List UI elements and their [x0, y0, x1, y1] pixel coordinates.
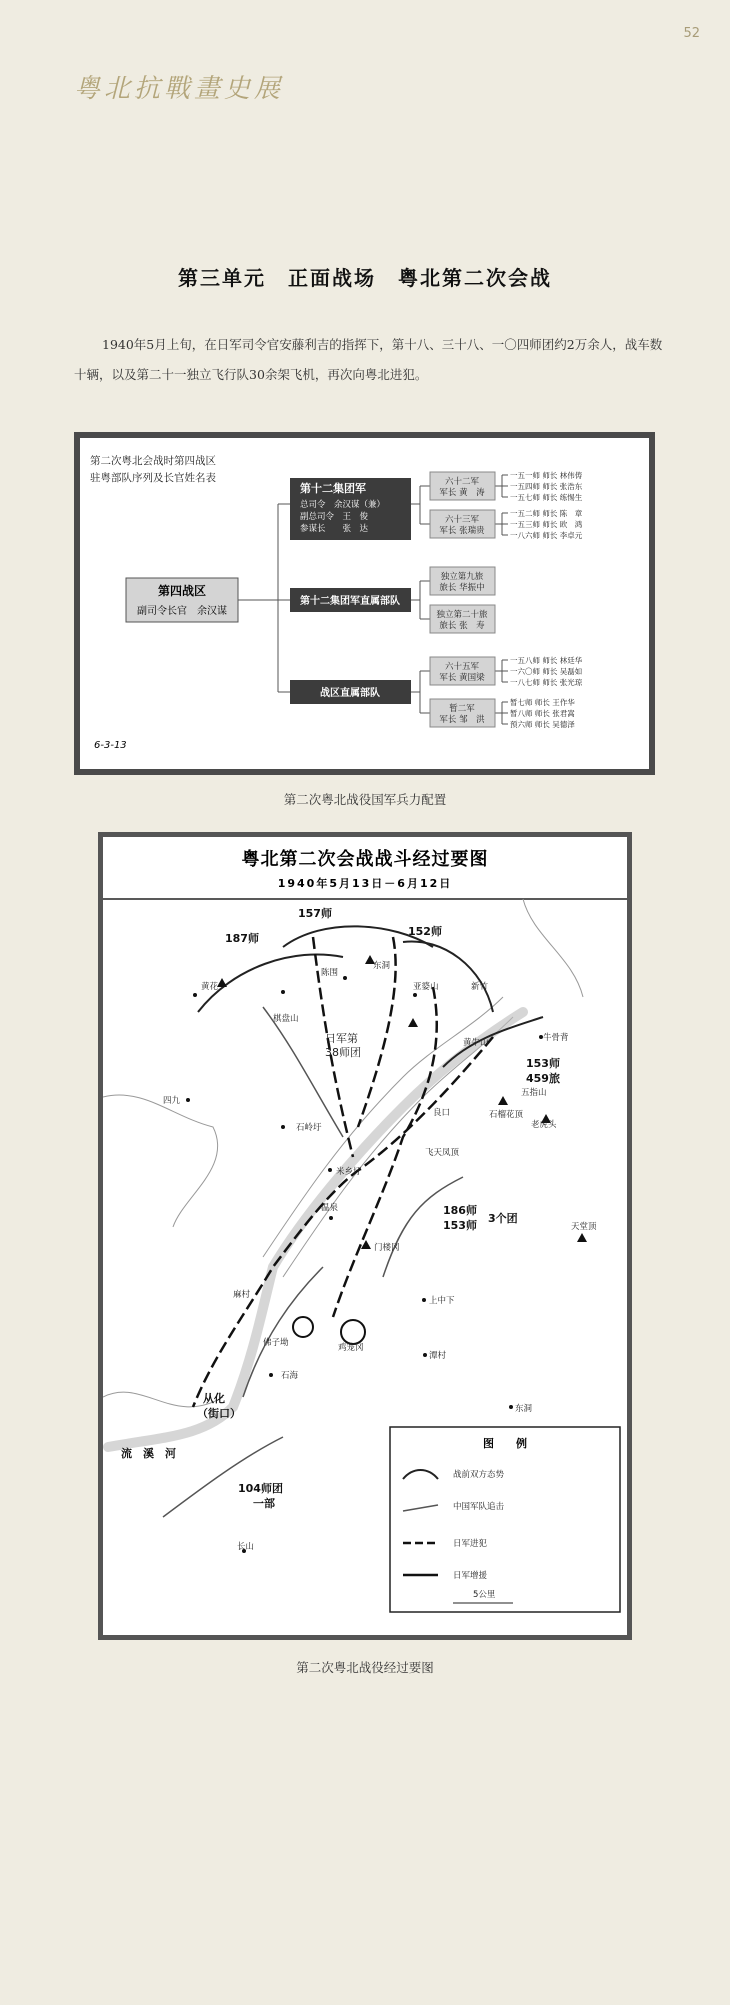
d65-1: 一五八师 师长 林廷华	[510, 656, 583, 665]
legend-item1: 战前双方态势	[453, 1470, 505, 1480]
g1-line3: 参谋长 张 达	[300, 524, 369, 534]
c65-b: 军长 黄国梁	[439, 673, 485, 683]
unit-186: 186师	[443, 1204, 477, 1217]
place-conghua-b: （街口）	[197, 1407, 241, 1420]
d62-3: 一五七师 师长 练惕生	[510, 493, 583, 502]
org-chart-svg	[80, 438, 649, 769]
unit-104: 104师团	[238, 1482, 283, 1495]
c62-a: 六十二军	[444, 477, 480, 487]
map-date: 1940年5月13日－6月12日	[277, 877, 453, 890]
org-heading-1: 第二次粤北会战时第四战区	[90, 455, 216, 467]
place-silingding: 石榴花顶	[489, 1110, 524, 1120]
org-chart-figure	[74, 432, 655, 775]
d65-3: 一八七师 师长 张光琼	[510, 678, 583, 687]
unit-3teams: 3个团	[488, 1212, 518, 1225]
unit-152: 152师	[408, 925, 442, 938]
b20-b: 旅长 张 寿	[439, 621, 485, 631]
place-dongdong: 东洞	[373, 961, 391, 971]
g1-title: 第十二集团军	[300, 482, 366, 495]
b20-a: 独立第二十旅	[436, 610, 488, 620]
place-changshan: 长山	[237, 1542, 255, 1552]
place-mixiang: 米乡圩	[336, 1167, 362, 1177]
b9-a: 独立第九旅	[440, 572, 484, 582]
place-qipanshan: 棋盘山	[273, 1014, 299, 1024]
place-sijiu: 四九	[163, 1096, 181, 1106]
place-wuzhishan: 五指山	[521, 1088, 547, 1098]
legend-item2: 中国军队追击	[453, 1502, 505, 1512]
map-legend	[390, 1427, 620, 1612]
unit-157: 157师	[298, 907, 332, 920]
c63-b: 军长 张瑞贵	[439, 526, 485, 536]
battle-map-svg	[103, 837, 627, 1635]
intro-paragraph: 1940年5月上旬，在日军司令官安藤利吉的指挥下，第十八、三十八、一〇四师团约2万余人，战车数十辆，以及第二十一独立飞行队30余架飞机，再次向粤北进犯。	[74, 337, 663, 382]
c65-a: 六十五军	[444, 662, 480, 672]
place-huanghua: 黄花	[201, 982, 219, 992]
cn-pursuit-1	[263, 1007, 343, 1137]
d65-2: 一六〇师 师长 吴磊如	[510, 667, 583, 676]
legend-item4: 日军增援	[453, 1571, 488, 1581]
legend-item3: 日军进犯	[453, 1539, 488, 1549]
map-title: 粤北第二次会战战斗经过要图	[241, 849, 489, 870]
d63-2: 一五三师 师长 欧 鸿	[510, 520, 583, 529]
g3-title: 战区直属部队	[320, 688, 380, 699]
c62-b: 军长 黄 涛	[439, 488, 485, 498]
exhibition-header: 粤北抗戰畫史展	[74, 74, 285, 104]
page-number: 52	[683, 26, 700, 41]
d62-2: 一五四师 师长 张浩东	[510, 482, 583, 491]
place-dongdong2: 东洞	[515, 1404, 533, 1414]
place-feitian: 飞天凤顶	[425, 1148, 460, 1158]
place-jilonggang: 鸡笼冈	[338, 1343, 364, 1353]
front-arc-152	[403, 941, 493, 1012]
place-lingcun: 潭村	[429, 1351, 447, 1361]
unit-104b: 一部	[253, 1497, 275, 1510]
unit-187: 187师	[225, 932, 259, 945]
battle-map-figure	[98, 832, 632, 1640]
place-shihai: 石海	[281, 1371, 299, 1381]
g1-line2: 副总司令 王 俊	[300, 512, 369, 522]
dz2-3: 预六师 师长 吴德泽	[510, 720, 575, 729]
caption-battle-map: 第二次粤北战役经过要图	[296, 1660, 434, 1675]
unit-jp38: 日军第	[325, 1032, 358, 1045]
place-shiling: 石岭圩	[296, 1123, 322, 1133]
cz2-b: 军长 邹 洪	[439, 715, 485, 725]
dz2-1: 暂七师 师长 王作华	[510, 698, 575, 707]
org-heading-2: 驻粤部队序列及长官姓名表	[90, 472, 216, 484]
place-huangniushan: 黄牛山	[463, 1038, 489, 1048]
place-fozizao: 佛子坳	[263, 1338, 289, 1348]
river-liuxi: 流 溪 河	[121, 1447, 176, 1460]
c63-a: 六十三军	[444, 515, 480, 525]
root-sub: 副司令长官 余汉谋	[137, 606, 227, 617]
place-liangkou: 良口	[433, 1108, 451, 1118]
dz2-2: 暂八师 师长 张君嵩	[510, 709, 575, 718]
unit-153: 153师	[526, 1057, 560, 1070]
b9-b: 旅长 华振中	[439, 583, 485, 593]
d62-1: 一五一师 师长 林伟俦	[510, 471, 583, 480]
place-conghua: 从化	[203, 1392, 225, 1405]
root-title: 第四战区	[157, 584, 207, 598]
g2-title: 第十二集团军直属部队	[300, 596, 400, 607]
unit-459: 459旅	[526, 1072, 560, 1085]
cz2-a: 暂二军	[449, 704, 475, 714]
unit-186b: 153师	[443, 1219, 477, 1232]
place-wenquan: 温泉	[321, 1203, 339, 1213]
g1-line1: 总司令 余汉谋（兼）	[300, 500, 386, 510]
legend-title: 图 例	[483, 1437, 527, 1450]
place-shangzhongxia: 上中下	[429, 1296, 455, 1306]
place-mendeng: 门楼冈	[374, 1243, 400, 1253]
place-xinzhu: 新竹	[471, 982, 489, 992]
caption-org-chart: 第二次粤北战役国军兵力配置	[283, 792, 447, 807]
place-yaxiaoshan: 亚婆山	[413, 982, 439, 992]
place-tiantang: 天堂顶	[571, 1222, 597, 1232]
figure-code: 6-3-13	[94, 740, 127, 751]
place-niuguobei: 牛骨背	[543, 1033, 569, 1043]
section-title: 第三单元 正面战场 粤北第二次会战	[178, 266, 552, 290]
legend-scale: 5公里	[473, 1590, 496, 1600]
d63-3: 一八六师 师长 李卓元	[510, 531, 583, 540]
place-laohutou: 老虎头	[531, 1120, 557, 1130]
place-macun: 麻村	[233, 1290, 251, 1300]
d63-1: 一五二师 师长 陈 章	[510, 509, 583, 518]
unit-jp38b: 38师团	[325, 1046, 361, 1059]
place-chenwei: 陈围	[321, 968, 339, 978]
